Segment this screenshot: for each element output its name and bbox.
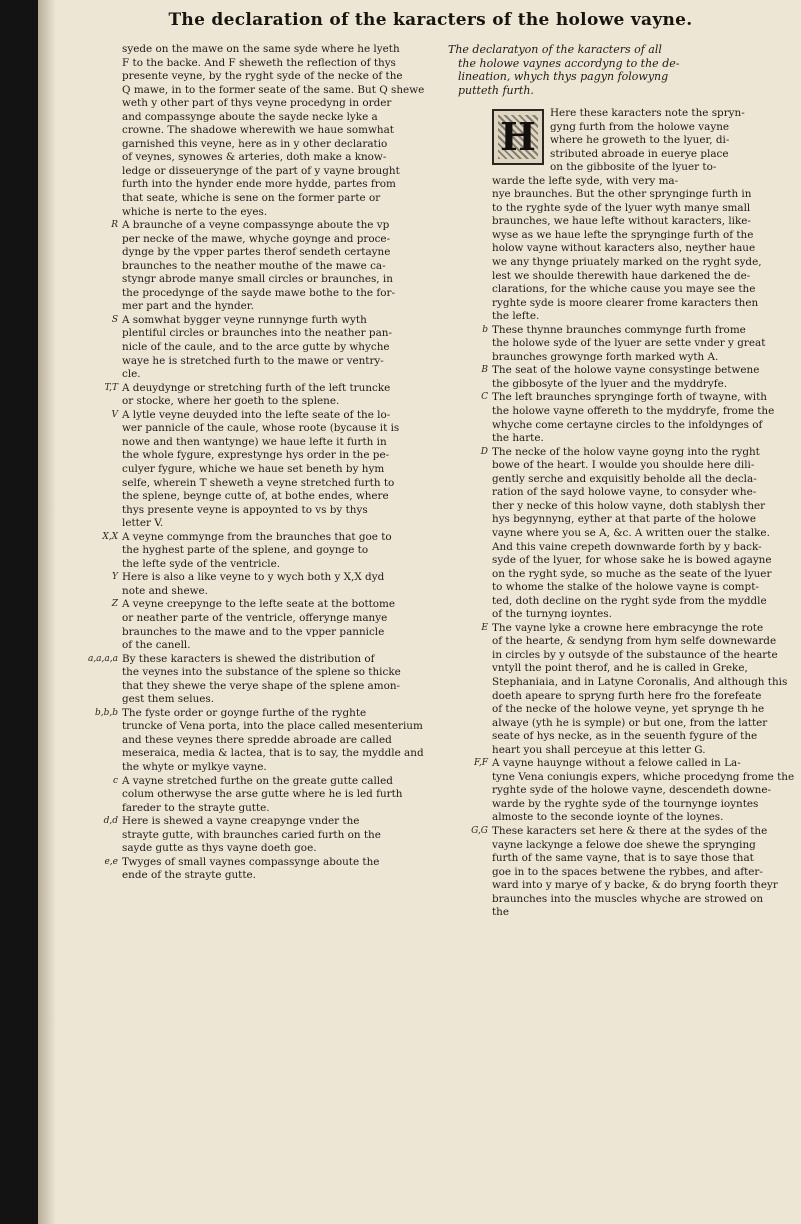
line-text: Here is shewed a vayne creapynge vnder the (122, 815, 360, 828)
text-line (448, 771, 793, 785)
line-text: ration of the sayd holowe vayne, to consyder whe- (492, 486, 757, 499)
text-line (78, 815, 433, 829)
text-line (78, 802, 433, 816)
line-text: of veynes, synowes & arteries, doth make a know- (122, 151, 387, 164)
line-text: sayde gutte as thys vayne doeth goe. (122, 842, 317, 855)
line-text: Here these karacters note the spryn- (550, 107, 745, 119)
line-text: nowe and then wantynge) we haue lefte it furth in (122, 435, 387, 448)
line-text: doeth apeare to spryng furth here fro the forefeate (492, 689, 762, 702)
margin-key: B (481, 365, 488, 376)
text-line (448, 446, 793, 460)
text-line (448, 351, 793, 365)
line-text: crowne. The shadowe wherewith we haue somwhat (122, 124, 394, 137)
text-line (448, 473, 793, 487)
line-text: mer part and the hynder. (122, 300, 254, 313)
text-line (448, 256, 793, 270)
line-text: A vayne stretched furthe on the greate gutte called (122, 774, 393, 787)
margin-key: c (112, 775, 118, 786)
line-text: ende of the strayte gutte. (122, 869, 256, 882)
line-text: the whole fygure, exprestynge hys order in the pe- (122, 449, 390, 462)
text-line (78, 504, 433, 518)
text-line (78, 206, 433, 220)
text-line (448, 215, 793, 229)
text-line (78, 639, 433, 653)
line-text: or neather parte of the ventricle, offerynge manye (122, 611, 388, 624)
margin-key: e,e (104, 856, 118, 867)
line-text: of the turnyng ioyntes. (492, 608, 612, 621)
line-text: heart you shall perceyue at this letter G. (492, 743, 706, 756)
text-line (78, 97, 433, 111)
line-text: A veyne creepynge to the lefte seate at the bottome (122, 598, 396, 611)
line-text: By these karacters is shewed the distribution of (122, 652, 375, 665)
gutter-shadow (38, 0, 56, 1224)
text-line (448, 283, 793, 297)
text-line (448, 595, 793, 609)
line-text: fareder to the strayte gutte. (122, 801, 270, 814)
text-line (78, 775, 433, 789)
text-line (448, 459, 793, 473)
right-column (448, 43, 793, 920)
book-page (38, 0, 801, 1224)
text-line (448, 825, 793, 839)
text-line (78, 260, 433, 274)
text-line (448, 405, 793, 419)
line-text: styngr abrode manye small circles or braunches, in (122, 273, 393, 286)
text-line (448, 419, 793, 433)
text-line (78, 368, 433, 382)
text-line (448, 690, 793, 704)
text-line (448, 270, 793, 284)
text-line (78, 246, 433, 260)
line-text: alwaye (yth he is symple) or but one, from the latter (492, 716, 768, 729)
running-head: The declaration of the karacters of the holowe vayne. (168, 10, 693, 30)
text-line (78, 720, 433, 734)
text-line (448, 432, 793, 446)
text-line (78, 355, 433, 369)
text-line (78, 219, 433, 233)
line-text: The left braunches sprynginge forth of twayne, with (492, 391, 767, 404)
line-text: vntyll the point therof, and he is called in Greke, (492, 662, 748, 675)
text-line (448, 744, 793, 758)
margin-key: C (481, 392, 488, 403)
line-text: stributed abroade in euerye place (550, 147, 729, 160)
text-line (78, 124, 433, 138)
text-line (78, 477, 433, 491)
line-text: Q mawe, in to the former seate of the same. But Q shewe (122, 83, 425, 96)
text-line (78, 693, 433, 707)
text-line (78, 287, 433, 301)
line-text: nicle of the caule, and to the arce gutte by whyche (122, 341, 390, 354)
text-line (78, 544, 433, 558)
text-line (78, 598, 433, 612)
line-text: plentiful circles or braunches into the neather pan- (122, 327, 392, 340)
line-text: tyne Vena coniungis expers, whiche procedyng frome the (492, 770, 795, 783)
text-line (448, 608, 793, 622)
margin-key: S (111, 314, 118, 325)
text-line (78, 761, 433, 775)
line-text: the (492, 906, 510, 919)
line-text: the hyghest parte of the splene, and goynge to (122, 544, 369, 557)
line-text: wer pannicle of the caule, whose roote (bycause it is (122, 422, 400, 435)
line-text: A vayne hauynge without a felowe called in La- (492, 757, 741, 770)
line-text: vayne lackynge a felowe doe shewe the sprynging (492, 838, 756, 851)
text-line (78, 653, 433, 667)
text-line (448, 811, 793, 825)
line-text: and compassynge aboute the sayde necke lyke a (122, 110, 378, 123)
text-line (78, 341, 433, 355)
line-text: clarations, for the whiche cause you maye see the (492, 283, 756, 296)
line-text: ted, doth decline on the ryght syde from the myddle (492, 594, 767, 607)
margin-key: d,d (103, 816, 118, 827)
line-text: lest we shoulde therewith haue darkened the de- (492, 269, 751, 282)
line-text: the gibbosyte of the lyuer and the myddryfe. (492, 377, 728, 390)
line-text: the lefte syde of the ventricle. (122, 557, 281, 570)
line-text: braunches into the muscles whyche are strowed on (492, 892, 764, 905)
text-line (78, 626, 433, 640)
line-text: in circles by y outsyde of the substaunce of the hearte (492, 648, 778, 661)
line-text: the procedynge of the sayde mawe bothe to the for- (122, 286, 395, 299)
text-line (448, 364, 793, 378)
line-text: whiche is nerte to the eyes. (122, 205, 268, 218)
text-line (78, 395, 433, 409)
text-line (448, 906, 793, 920)
text-line (448, 568, 793, 582)
text-line (448, 500, 793, 514)
text-line (448, 161, 793, 175)
margin-key: D (480, 446, 488, 457)
line-text: the lefte. (492, 310, 540, 323)
text-line (78, 233, 433, 247)
margin-key: Y (112, 572, 118, 583)
line-text: on the ryght syde, so muche as the seate of the lyuer (492, 567, 772, 580)
text-line (78, 666, 433, 680)
text-line (78, 422, 433, 436)
text-line (78, 856, 433, 870)
text-line (448, 229, 793, 243)
line-text: holow vayne without karacters also, neyther haue (492, 242, 756, 255)
line-text: and these veynes there spredde abroade are called (122, 733, 392, 746)
line-text: presente veyne, by the ryght syde of the necke of the (122, 70, 403, 83)
line-text: wyse as we haue lefte the sprynginge furth of the (492, 228, 754, 241)
margin-key: R (111, 220, 118, 231)
text-line (448, 635, 793, 649)
text-line (78, 449, 433, 463)
line-text: syde of the lyuer, for whose sake he is bowed agayne (492, 554, 772, 567)
text-line (78, 314, 433, 328)
line-text: the harte. (492, 432, 544, 445)
text-line (78, 165, 433, 179)
line-text: braunches growynge forth marked wyth A. (492, 350, 719, 363)
text-line (78, 707, 433, 721)
caption-line: putteth furth. (458, 83, 534, 97)
text-line (448, 541, 793, 555)
text-line (448, 391, 793, 405)
caption-line: The declaratyon of the karacters of all (448, 43, 662, 56)
text-line (78, 273, 433, 287)
text-line (448, 378, 793, 392)
text-line (448, 893, 793, 907)
line-text: almoste to the seconde ioynte of the loynes. (492, 811, 724, 824)
line-text: of the hearte, & sendyng from hym selfe downewarde (492, 635, 777, 648)
margin-key: G,G (471, 825, 488, 836)
text-line (78, 409, 433, 423)
line-text: warde the lefte syde, with very ma- (492, 174, 679, 187)
text-line (78, 585, 433, 599)
text-line (78, 70, 433, 84)
line-text: Here is also a like veyne to y wych both y X,X dyd (122, 571, 385, 584)
line-text: gently serche and exquisitly beholde all the decla- (492, 472, 757, 485)
text-line (78, 111, 433, 125)
text-line (448, 527, 793, 541)
line-text: A veyne commynge from the braunches that goe to (122, 530, 392, 543)
text-line (78, 43, 433, 57)
line-text: colum otherwyse the arse gutte where he is led furth (122, 788, 403, 801)
text-line (448, 554, 793, 568)
text-line (448, 622, 793, 636)
text-line (448, 757, 793, 771)
line-text: to whome the stalke of the holowe vayne is compt- (492, 581, 759, 594)
text-line (78, 531, 433, 545)
line-text: And this vaine crepeth downwarde forth by y back- (492, 540, 762, 553)
text-line (78, 829, 433, 843)
text-line (448, 662, 793, 676)
text-line (78, 842, 433, 856)
line-text: ryghte syde of the holowe vayne, descendeth downe- (492, 784, 772, 797)
text-line (78, 300, 433, 314)
text-line (448, 730, 793, 744)
line-text: ward into y marye of y backe, & do bryng foorth theyr (492, 879, 778, 892)
line-text: meseraica, media & lactea, that is to say, the myddle and (122, 747, 424, 760)
text-line (448, 717, 793, 731)
caption-line: the holowe vaynes accordyng to the de- (458, 56, 680, 70)
line-text: hys begynnyng, eyther at that parte of the holowe (492, 513, 756, 526)
text-line (78, 869, 433, 883)
margin-key: T,T (104, 382, 118, 393)
line-text: These thynne braunches commynge furth frome (492, 323, 746, 336)
line-text: the whyte or mylkye vayne. (122, 760, 267, 773)
line-text: Twyges of small vaynes compassynge aboute the (122, 855, 380, 868)
text-line (78, 84, 433, 98)
line-text: A deuydynge or stretching furth of the left truncke (122, 381, 391, 394)
margin-key: b,b,b (94, 707, 118, 718)
text-line (448, 297, 793, 311)
line-text: braunches, we haue lefte without karacters, like- (492, 215, 751, 228)
text-line (448, 175, 793, 189)
line-text: where he groweth to the lyuer, di- (550, 134, 730, 147)
text-line (448, 879, 793, 893)
line-text: the holowe vayne offereth to the myddryfe, frome the (492, 405, 775, 418)
text-line (78, 788, 433, 802)
line-text: The necke of the holow vayne goyng into the ryght (492, 445, 760, 458)
line-text: furth into the hynder ende more hydde, partes from (122, 178, 396, 191)
text-line (448, 703, 793, 717)
line-text: dynge by the vpper partes therof sendeth certayne (122, 246, 391, 259)
text-line (448, 839, 793, 853)
line-text: braunches to the mawe and to the vpper pannicle (122, 625, 385, 638)
text-line (78, 571, 433, 585)
line-text: we any thynge priuately marked on the ryght syde, (492, 256, 762, 269)
line-text: per necke of the mawe, whyche goynge and proce- (122, 232, 391, 245)
margin-key: X,X (102, 531, 118, 542)
text-line (448, 649, 793, 663)
line-text: garnished this veyne, here as in y other declaratio (122, 137, 388, 150)
line-text: weth y other part of thys veyne procedyng in order (122, 97, 392, 110)
line-text: Stephaniaia, and in Latyne Coronalis, And although this (492, 675, 788, 688)
line-text: that they shewe the verye shape of the splene amon- (122, 679, 401, 692)
margin-key: b (482, 324, 488, 335)
text-line (448, 798, 793, 812)
text-line (78, 490, 433, 504)
text-line (78, 382, 433, 396)
text-line (78, 612, 433, 626)
line-text: waye he is stretched furth to the mawe or ventry- (122, 354, 384, 367)
line-text: thys presente veyne is appoynted to vs by thys (122, 503, 368, 516)
line-text: the holowe syde of the lyuer are sette vnder y great (492, 337, 766, 350)
margin-key: V (111, 409, 118, 420)
line-text: cle. (122, 368, 141, 381)
line-text: or stocke, where her goeth to the splene. (122, 395, 340, 408)
text-line (78, 327, 433, 341)
margin-key: Z (111, 599, 118, 610)
text-line (448, 337, 793, 351)
text-line (448, 202, 793, 216)
line-text: seate of hys necke, as in the seuenth fygure of the (492, 730, 758, 743)
line-text: vayne where you se A, &c. A written ouer the stalke. (492, 526, 770, 539)
text-line (78, 747, 433, 761)
margin-key: E (481, 622, 488, 633)
line-text: ryghte syde is moore clearer frome karacters then (492, 296, 759, 309)
line-text: nye braunches. But the other sprynginge furth in (492, 188, 752, 201)
line-text: the veynes into the substance of the splene so thicke (122, 666, 401, 679)
line-text: on the gibbosite of the lyuer to- (550, 161, 717, 174)
text-line (78, 192, 433, 206)
line-text: A somwhat bygger veyne runnynge furth wyth (122, 313, 367, 326)
line-text: braunches to the neather mouthe of the mawe ca- (122, 259, 386, 272)
text-line (448, 188, 793, 202)
text-line (448, 866, 793, 880)
line-text: A braunche of a veyne compassynge aboute the vp (122, 219, 390, 232)
text-line (78, 436, 433, 450)
text-line (448, 134, 793, 148)
margin-key: a,a,a,a (87, 653, 118, 664)
line-text: note and shewe. (122, 584, 208, 597)
text-line (78, 463, 433, 477)
text-line (78, 558, 433, 572)
text-line (448, 852, 793, 866)
line-text: truncke of Vena porta, into the place called mesenterium (122, 720, 423, 733)
line-text: that seate, whiche is sene on the former parte or (122, 192, 381, 205)
line-text: goe in to the spaces betwene the rybbes, and after- (492, 865, 763, 878)
line-text: bowe of the heart. I woulde you shoulde here dili- (492, 459, 755, 472)
line-text: letter V. (122, 517, 164, 530)
caption-line: lineation, whych thys pagyn folowyng (458, 70, 669, 83)
line-text: The fyste order or goynge furthe of the ryghte (122, 706, 367, 719)
text-line (448, 148, 793, 162)
line-text: the splene, beynge cutte of, at bothe endes, where (122, 490, 389, 503)
text-line (448, 486, 793, 500)
line-text: selfe, wherein T sheweth a veyne stretched furth to (122, 476, 395, 489)
line-text: warde by the ryghte syde of the tournynge ioyntes (492, 797, 759, 810)
text-line (78, 151, 433, 165)
text-line (448, 513, 793, 527)
text-line (78, 138, 433, 152)
margin-key: F,F (474, 758, 488, 769)
text-line (78, 517, 433, 531)
line-text: gyng furth from the holowe vayne (550, 120, 730, 133)
initial-letter: H (494, 111, 542, 163)
line-text: gest them selues. (122, 693, 215, 706)
line-text: ledge or disseuerynge of the part of y vayne brought (122, 164, 400, 177)
text-line (448, 581, 793, 595)
line-text: F to the backe. And F sheweth the reflection of thys (122, 56, 396, 69)
caption (448, 43, 793, 97)
line-text: syede on the mawe on the same syde where he lyeth (122, 43, 400, 55)
text-line (448, 676, 793, 690)
text-line (448, 324, 793, 338)
line-text: of the canell. (122, 639, 191, 652)
text-line (448, 107, 793, 121)
line-text: to the ryghte syde of the lyuer wyth manye small (492, 201, 751, 214)
text-line (448, 310, 793, 324)
line-text: culyer fygure, whiche we haue set beneth by hym (122, 462, 385, 475)
line-text: These karacters set here & there at the sydes of the (492, 824, 768, 837)
line-text: A lytle veyne deuyded into the lefte seate of the lo- (122, 408, 391, 421)
line-text: strayte gutte, with braunches caried furth on the (122, 828, 381, 841)
text-line (78, 680, 433, 694)
line-text: whyche come certayne circles to the infoldynges of (492, 418, 763, 431)
line-text: The vayne lyke a crowne here embracynge the rote (492, 621, 764, 634)
text-line (78, 734, 433, 748)
line-text: of the necke of the holowe veyne, yet sprynge th he (492, 703, 765, 716)
text-line (448, 784, 793, 798)
text-line (78, 178, 433, 192)
line-text: The seat of the holowe vayne consystinge betwene (492, 364, 760, 377)
line-text: ther y necke of this holow vayne, doth stablysh ther (492, 499, 766, 512)
text-line (448, 242, 793, 256)
left-column (78, 43, 433, 883)
line-text: furth of the same vayne, that is to saye those that (492, 852, 754, 865)
text-line (78, 57, 433, 71)
text-line (448, 121, 793, 135)
